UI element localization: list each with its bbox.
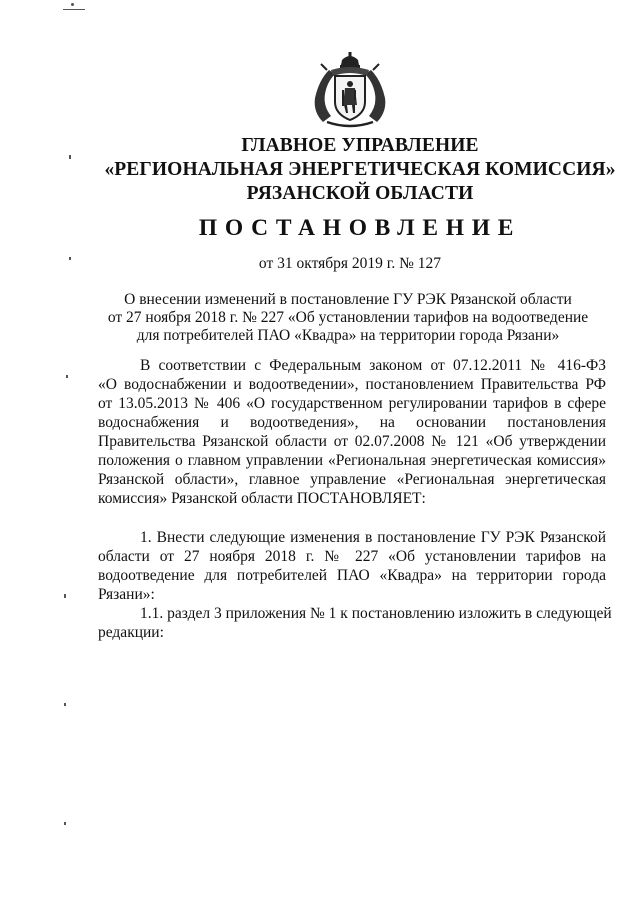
item-1-1-line: 1.1. раздел 3 приложения № 1 к постановлению изложить в следующей: [140, 605, 612, 622]
scan-mark: [64, 594, 66, 598]
item-1-line: Рязани»:: [98, 586, 155, 603]
preamble-line: комиссия» Рязанской области ПОСТАНОВЛЯЕТ:: [98, 490, 426, 507]
item-1-line: водоотведение для потребителей ПАО «Квадра» на территории города: [98, 567, 606, 584]
ryazan-coat-of-arms-icon: [309, 50, 391, 132]
authority-name-line-3: РЯЗАНСКОЙ ОБЛАСТИ: [246, 183, 474, 204]
scan-mark: [66, 375, 68, 378]
subject-line: от 27 ноября 2018 г. № 227 «Об установлении тарифов на водоотведение: [107, 309, 589, 326]
preamble-line: «О водоснабжении и водоотведении», постановлением Правительства РФ: [98, 376, 606, 393]
scan-mark: [69, 155, 71, 159]
document-title: ПОСТАНОВЛЕНИЕ: [198, 215, 522, 241]
document-date: от 31 октября 2019 г. № 127: [258, 255, 442, 272]
preamble-line: Правительства Рязанской области от 02.07.2008 № 121 «Об утверждении: [98, 433, 606, 450]
preamble-line: водоснабжения и водоотведения», на основании постановления: [98, 414, 606, 431]
scan-mark: [64, 822, 66, 825]
item-1-line: 1. Внести следующие изменения в постановление ГУ РЭК Рязанской: [140, 529, 606, 546]
subject-line: О внесении изменений в постановление ГУ РЭК Рязанской области: [124, 291, 572, 308]
preamble-line: положения о главном управлении «Региональная энергетическая комиссия»: [98, 452, 606, 469]
authority-name-line-1: ГЛАВНОЕ УПРАВЛЕНИЕ: [241, 135, 479, 156]
preamble-line: Рязанской области», главное управление «Региональная энергетическая: [98, 471, 606, 488]
scan-mark: [64, 703, 66, 706]
item-1-line: области от 27 ноября 2018 г. № 227 «Об установлении тарифов на: [98, 548, 606, 565]
scan-mark: [69, 257, 71, 260]
scan-mark: [63, 9, 85, 10]
preamble-line: В соответствии с Федеральным законом от 07.12.2011 № 416-ФЗ: [140, 357, 606, 374]
subject-line: для потребителей ПАО «Квадра» на территории города Рязани»: [136, 327, 560, 344]
item-1-1-line: редакции:: [98, 624, 164, 641]
preamble-line: от 13.05.2013 № 406 «О государственном регулировании тарифов в сфере: [98, 395, 606, 412]
authority-name-line-2: «РЕГИОНАЛЬНАЯ ЭНЕРГЕТИЧЕСКАЯ КОМИССИЯ»: [104, 159, 616, 180]
scan-mark: [71, 3, 74, 6]
